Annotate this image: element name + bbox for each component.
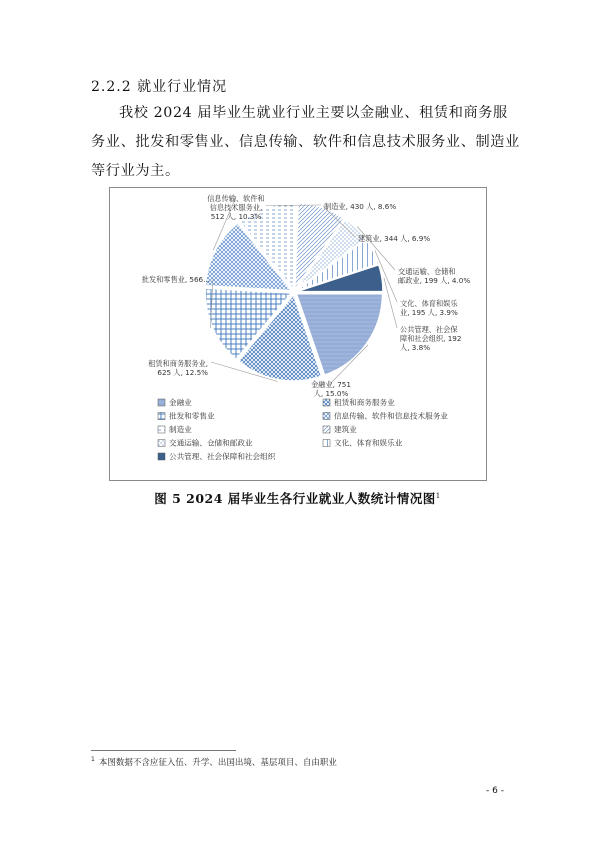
legend-swatch-2 — [323, 399, 330, 406]
slice-label-4-line-2: 信息技术服务业, — [209, 203, 263, 212]
legend-label-6: 建筑业 — [334, 425, 357, 434]
legend-swatch-6 — [323, 426, 330, 433]
footnote-text: 本图数据不含应征入伍、升学、出国出境、基层项目、自由职业 — [98, 758, 337, 768]
legend-label-3: 批发和零售业 — [169, 411, 215, 421]
legend-swatch-3 — [158, 413, 165, 420]
footnote — [91, 756, 337, 768]
page-number: - 6 - — [486, 786, 504, 796]
figure-caption-text: 图 5 2024 届毕业生各行业就业人数统计情况图 — [154, 491, 436, 506]
legend-label-7: 交通运输、仓储和邮政业 — [169, 438, 253, 448]
legend-swatch-1 — [158, 399, 165, 406]
leader-line-9 — [384, 278, 397, 328]
legend-label-5: 制造业 — [169, 425, 192, 434]
slice-label-8-line-2: 业, 195 人, 3.9% — [400, 308, 458, 317]
footnote-rule — [91, 750, 236, 751]
slice-label-5-line-1: 制造业, 430 人, 8.6% — [324, 202, 397, 211]
legend-label-1: 金融业 — [169, 398, 192, 407]
slice-label-8-line-1: 文化、体育和娱乐 — [400, 299, 458, 308]
legend-swatch-7 — [158, 440, 165, 447]
slice-label-9-line-3: 人, 3.8% — [400, 343, 431, 352]
legend-label-9: 公共管理、社会保障和社会组织 — [169, 452, 276, 461]
slice-label-2-line-1: 租赁和商务服务业, — [148, 359, 208, 368]
legend-label-2: 租赁和商务服务业 — [334, 398, 395, 407]
figure-caption-ref: 1 — [435, 491, 441, 500]
slice-label-2-line-2: 625 人, 12.5% — [157, 368, 208, 377]
slice-label-4-line-3: 512 人, 10.3% — [210, 212, 262, 221]
figure-caption — [0, 489, 595, 507]
section-paragraph: 我校 2024 届毕业生就业行业主要以金融业、租赁和商务服务业、批发和零售业、信息传输、软件和信息技术服务业、制造业等行业为主。 — [91, 105, 520, 179]
legend-swatch-9 — [158, 453, 165, 460]
slice-label-1-line-2: 人, 15.0% — [313, 389, 349, 398]
slice-label-4-line-1: 信息传输、软件和 — [207, 194, 265, 203]
pie-chart — [110, 188, 488, 482]
slice-label-1-line-1: 金融业, 751 — [311, 380, 351, 389]
chart-frame — [109, 187, 487, 481]
slice-label-7-line-2: 邮政业, 199 人, 4.0% — [398, 276, 471, 285]
legend-swatch-5 — [158, 426, 165, 433]
slice-label-9-line-2: 障和社会组织, 192 — [400, 334, 462, 343]
legend-swatch-8 — [323, 440, 330, 447]
footnote-marker: 1 — [91, 756, 95, 764]
slice-label-6-line-1: 建筑业, 344 人, 6.9% — [358, 234, 431, 243]
section-heading: 2.2.2 就业行业情况 — [91, 79, 228, 95]
legend-swatch-4 — [323, 413, 330, 420]
slice-label-3-line-1: 批发和零售业, 566... — [141, 275, 210, 284]
slice-label-9-line-1: 公共管理、社会保 — [400, 325, 458, 334]
legend-label-8: 文化、体育和娱乐业 — [334, 438, 403, 448]
slice-label-7-line-1: 交通运输、仓储和 — [398, 267, 456, 276]
legend-label-4: 信息传输、软件和信息技术服务业 — [334, 411, 448, 421]
